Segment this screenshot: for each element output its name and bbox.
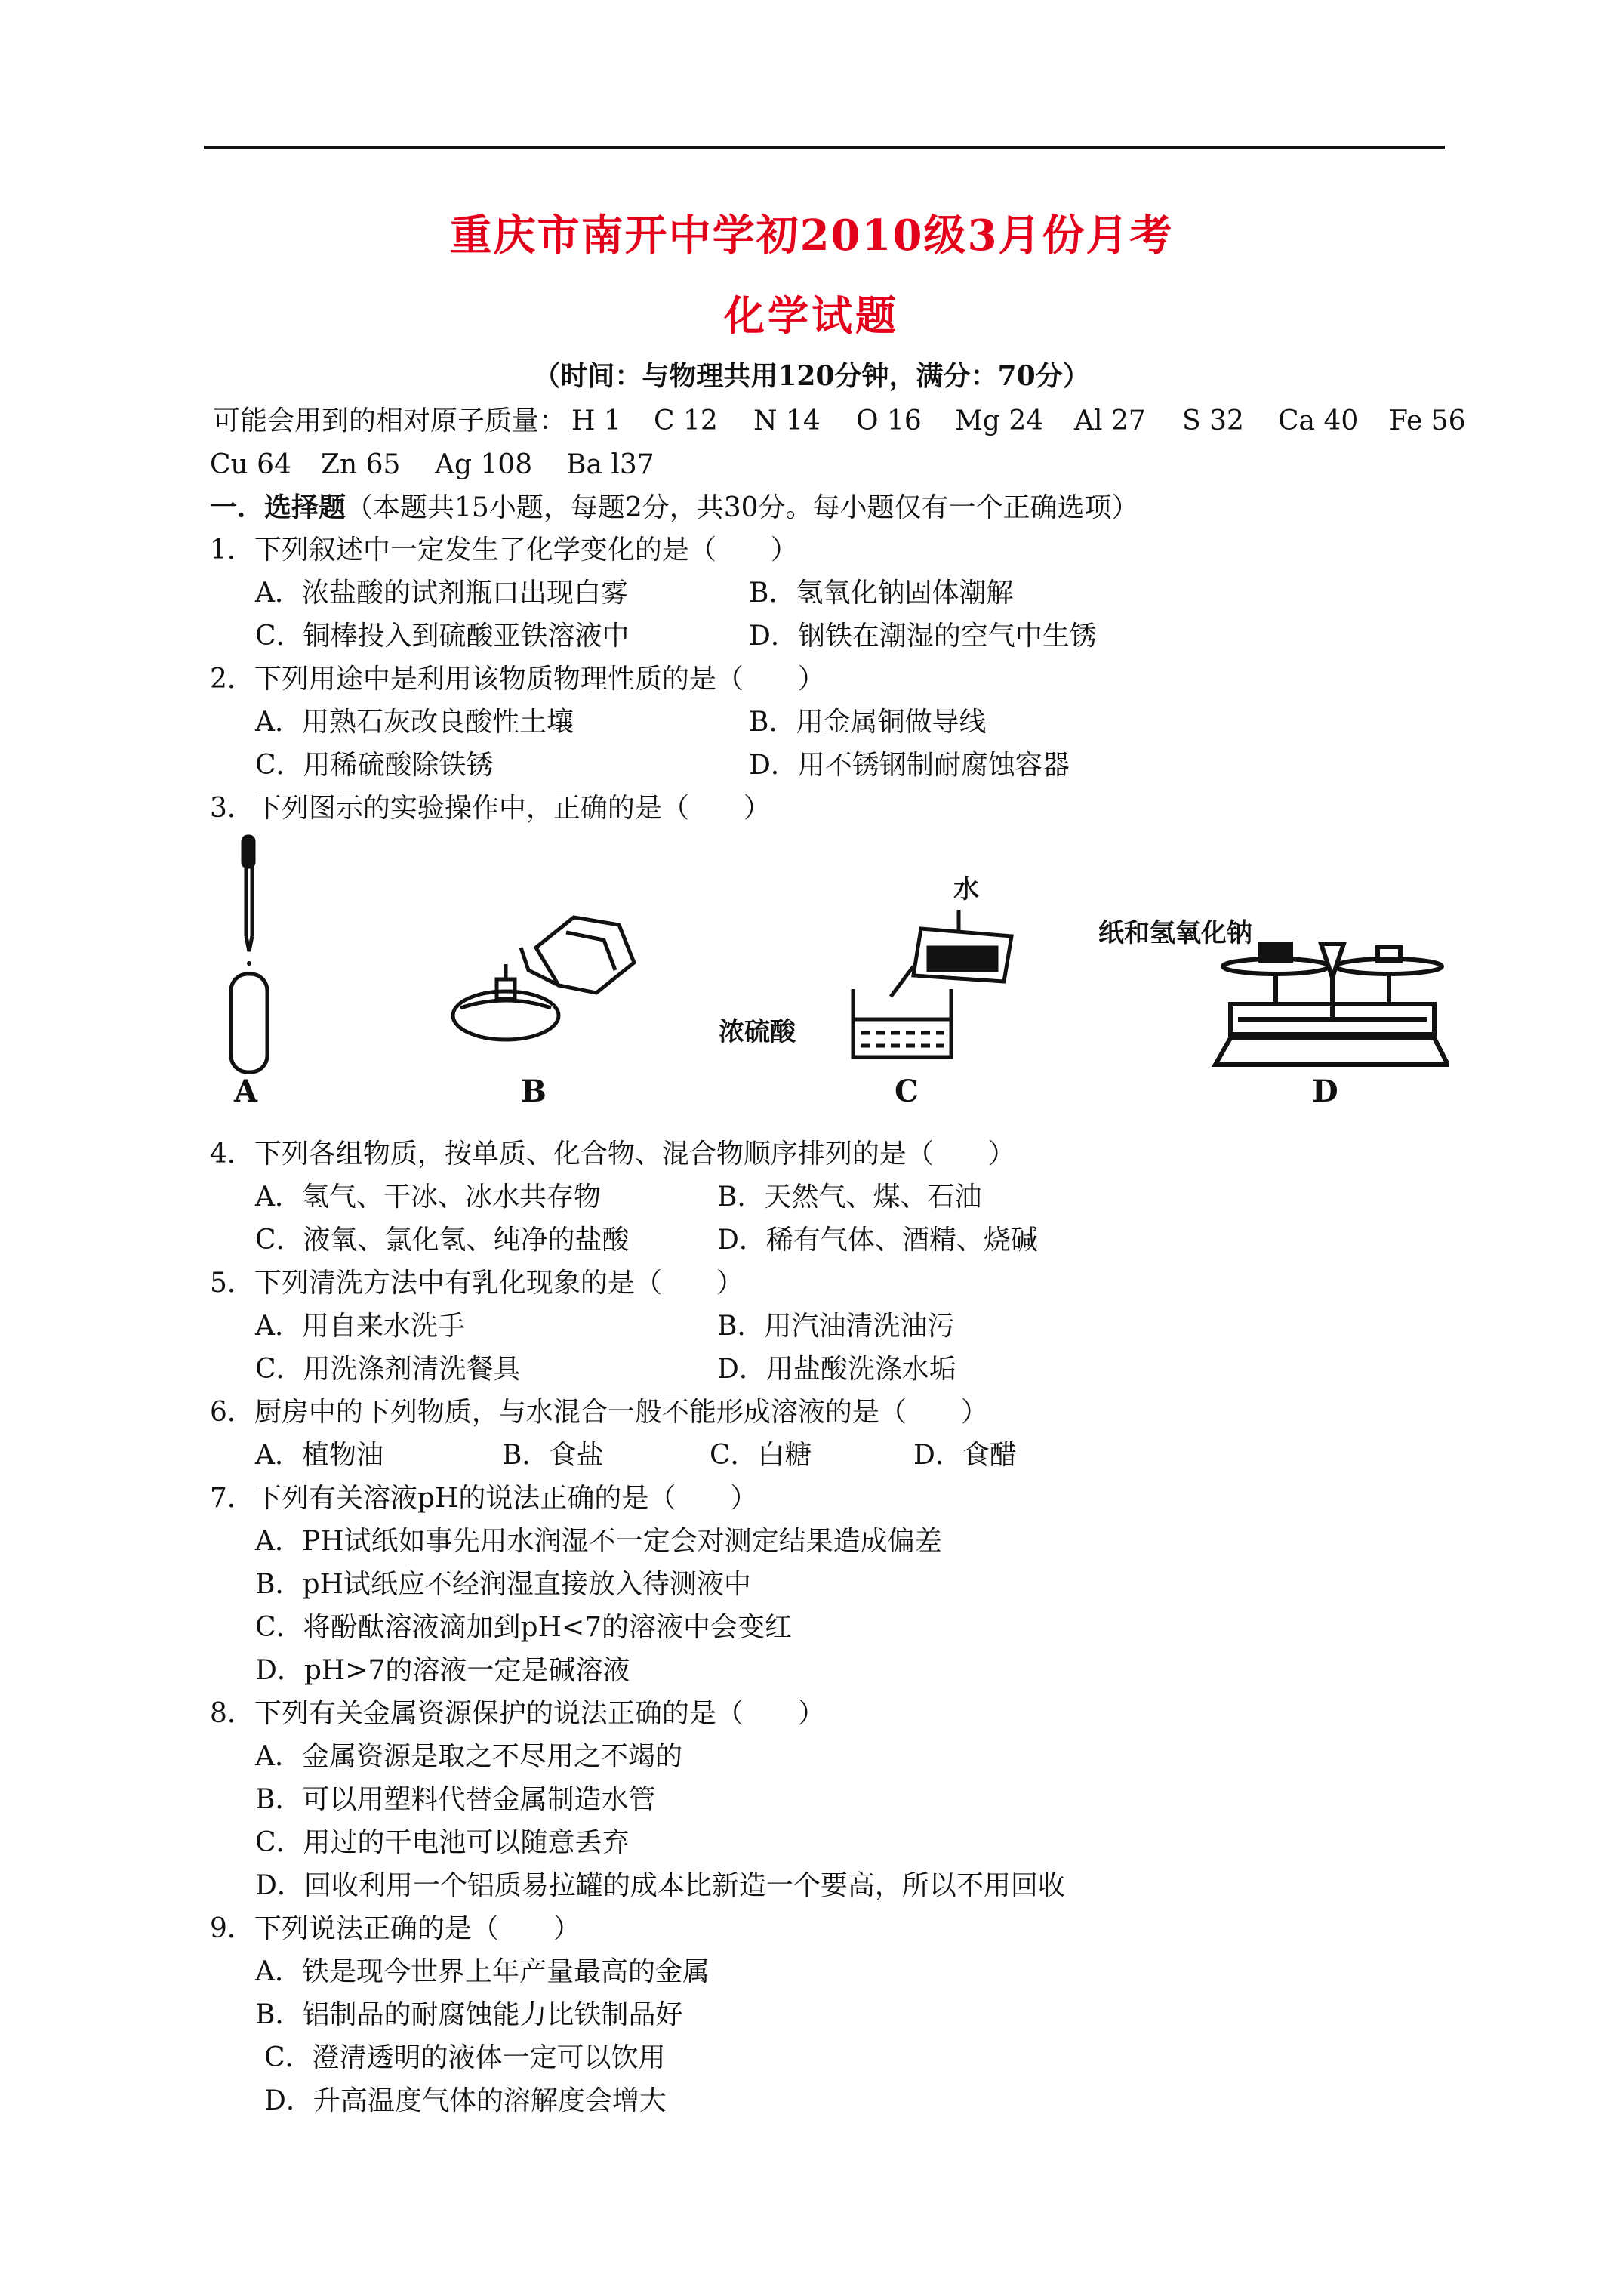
atomic-mass-item: Ca 40 <box>1278 405 1359 436</box>
option: D．回收利用一个铝质易拉罐的成本比新造一个要高，所以不用回收 <box>255 1870 1065 1901</box>
option: C．用过的干电池可以随意丢弃 <box>255 1827 630 1858</box>
atomic-mass-item: N 14 <box>753 405 821 436</box>
atomic-mass-item: Ba l37 <box>566 449 654 480</box>
option: D．升高温度气体的溶解度会增大 <box>264 2085 667 2116</box>
atomic-mass-label: 可能会用到的相对原子质量： <box>213 405 567 436</box>
option: C．白糖 <box>710 1440 812 1471</box>
question-stem: 3．下列图示的实验操作中，正确的是（ ） <box>210 793 771 824</box>
option: C．液氧、氯化氢、纯净的盐酸 <box>255 1225 630 1256</box>
exam-subtitle: 化学试题 <box>724 291 899 340</box>
figure-label-d: D <box>1312 1074 1338 1109</box>
option: A．铁是现今世界上年产量最高的金属 <box>255 1956 710 1987</box>
atomic-mass-item: H 1 <box>571 405 621 436</box>
figure-a-dropper-test-tube <box>219 831 279 1080</box>
atomic-mass-item: O 16 <box>856 405 922 436</box>
question-stem: 1．下列叙述中一定发生了化学变化的是（ ） <box>210 535 798 566</box>
atomic-mass-item: Fe 56 <box>1389 405 1466 436</box>
atomic-mass-item: Zn 65 <box>321 449 401 480</box>
exam-title: 重庆市南开中学初2010级3月份月考 <box>449 211 1174 260</box>
time-note: （时间：与物理共用120分钟，满分：70分） <box>533 360 1090 392</box>
figure-c-water-label: 水 <box>953 874 979 905</box>
question-stem: 7．下列有关溶液pH的说法正确的是（ ） <box>210 1483 758 1514</box>
option: B．用汽油清洗油污 <box>717 1311 955 1342</box>
question-stem: 5．下列清洗方法中有乳化现象的是（ ） <box>210 1268 744 1299</box>
option: A．浓盐酸的试剂瓶口出现白雾 <box>255 578 628 609</box>
figure-b-alcohol-lamps <box>445 902 642 1061</box>
question-stem: 4．下列各组物质，按单质、化合物、混合物顺序排列的是（ ） <box>210 1139 1015 1170</box>
option: A．PH试纸如事先用水润湿不一定会对测定结果造成偏差 <box>255 1526 942 1557</box>
option: B．可以用塑料代替金属制造水管 <box>255 1784 656 1815</box>
figure-c-dilution <box>838 906 1019 1072</box>
question-stem: 6．厨房中的下列物质，与水混合一般不能形成溶液的是（ ） <box>210 1397 988 1428</box>
option: B．pH试纸应不经润湿直接放入待测液中 <box>255 1569 751 1600</box>
atomic-mass-item: Mg 24 <box>955 405 1044 436</box>
option: A．金属资源是取之不尽用之不竭的 <box>255 1741 682 1772</box>
option: C．铜棒投入到硫酸亚铁溶液中 <box>255 621 630 652</box>
option: A．用自来水洗手 <box>255 1311 465 1342</box>
option: B．食盐 <box>502 1440 604 1471</box>
option: A．植物油 <box>255 1440 383 1471</box>
option: C．用稀硫酸除铁锈 <box>255 750 494 781</box>
figure-label-c: C <box>895 1074 919 1109</box>
option: B．氢氧化钠固体潮解 <box>749 578 1014 609</box>
option: C．将酚酞溶液滴加到pH<7的溶液中会变红 <box>255 1612 793 1643</box>
header-rule <box>204 146 1445 149</box>
figure-label-b: B <box>521 1074 547 1109</box>
option: B．天然气、煤、石油 <box>717 1182 982 1213</box>
option: D．pH>7的溶液一定是碱溶液 <box>255 1655 630 1686</box>
option: D．稀有气体、酒精、烧碱 <box>717 1225 1038 1256</box>
atomic-mass-item: Ag 108 <box>435 449 533 480</box>
section-note: （本题共15小题，每题2分，共30分。每小题仅有一个正确选项） <box>346 492 1139 523</box>
option: A．用熟石灰改良酸性土壤 <box>255 707 574 738</box>
option: C．用洗涤剂清洗餐具 <box>255 1354 521 1385</box>
figure-label-a: A <box>234 1074 258 1109</box>
figure-c-acid-label: 浓硫酸 <box>719 1017 796 1047</box>
section-title: 一．选择题 <box>210 492 346 523</box>
option: D．钢铁在潮湿的空气中生锈 <box>749 621 1097 652</box>
option: D．食醋 <box>913 1440 1017 1471</box>
option: D．用盐酸洗涤水垢 <box>717 1354 956 1385</box>
option: B．用金属铜做导线 <box>749 707 987 738</box>
option: B．铝制品的耐腐蚀能力比铁制品好 <box>255 1999 683 2030</box>
section-heading <box>210 489 1139 526</box>
figure-d-paper-label: 纸和氢氧化钠 <box>1098 918 1252 948</box>
question-stem: 2．下列用途中是利用该物质物理性质的是（ ） <box>210 664 825 695</box>
question-stem: 9．下列说法正确的是（ ） <box>210 1913 581 1944</box>
atomic-mass-item: Al 27 <box>1074 405 1146 436</box>
question-stem: 8．下列有关金属资源保护的说法正确的是（ ） <box>210 1698 825 1729</box>
atomic-mass-item: C 12 <box>654 405 718 436</box>
figure-d-balance <box>1208 936 1449 1072</box>
option: A．氢气、干冰、冰水共存物 <box>255 1182 601 1213</box>
atomic-mass-item: Cu 64 <box>210 449 291 480</box>
atomic-mass-item: S 32 <box>1182 405 1244 436</box>
option: C．澄清透明的液体一定可以饮用 <box>264 2042 666 2073</box>
option: D．用不锈钢制耐腐蚀容器 <box>749 750 1070 781</box>
